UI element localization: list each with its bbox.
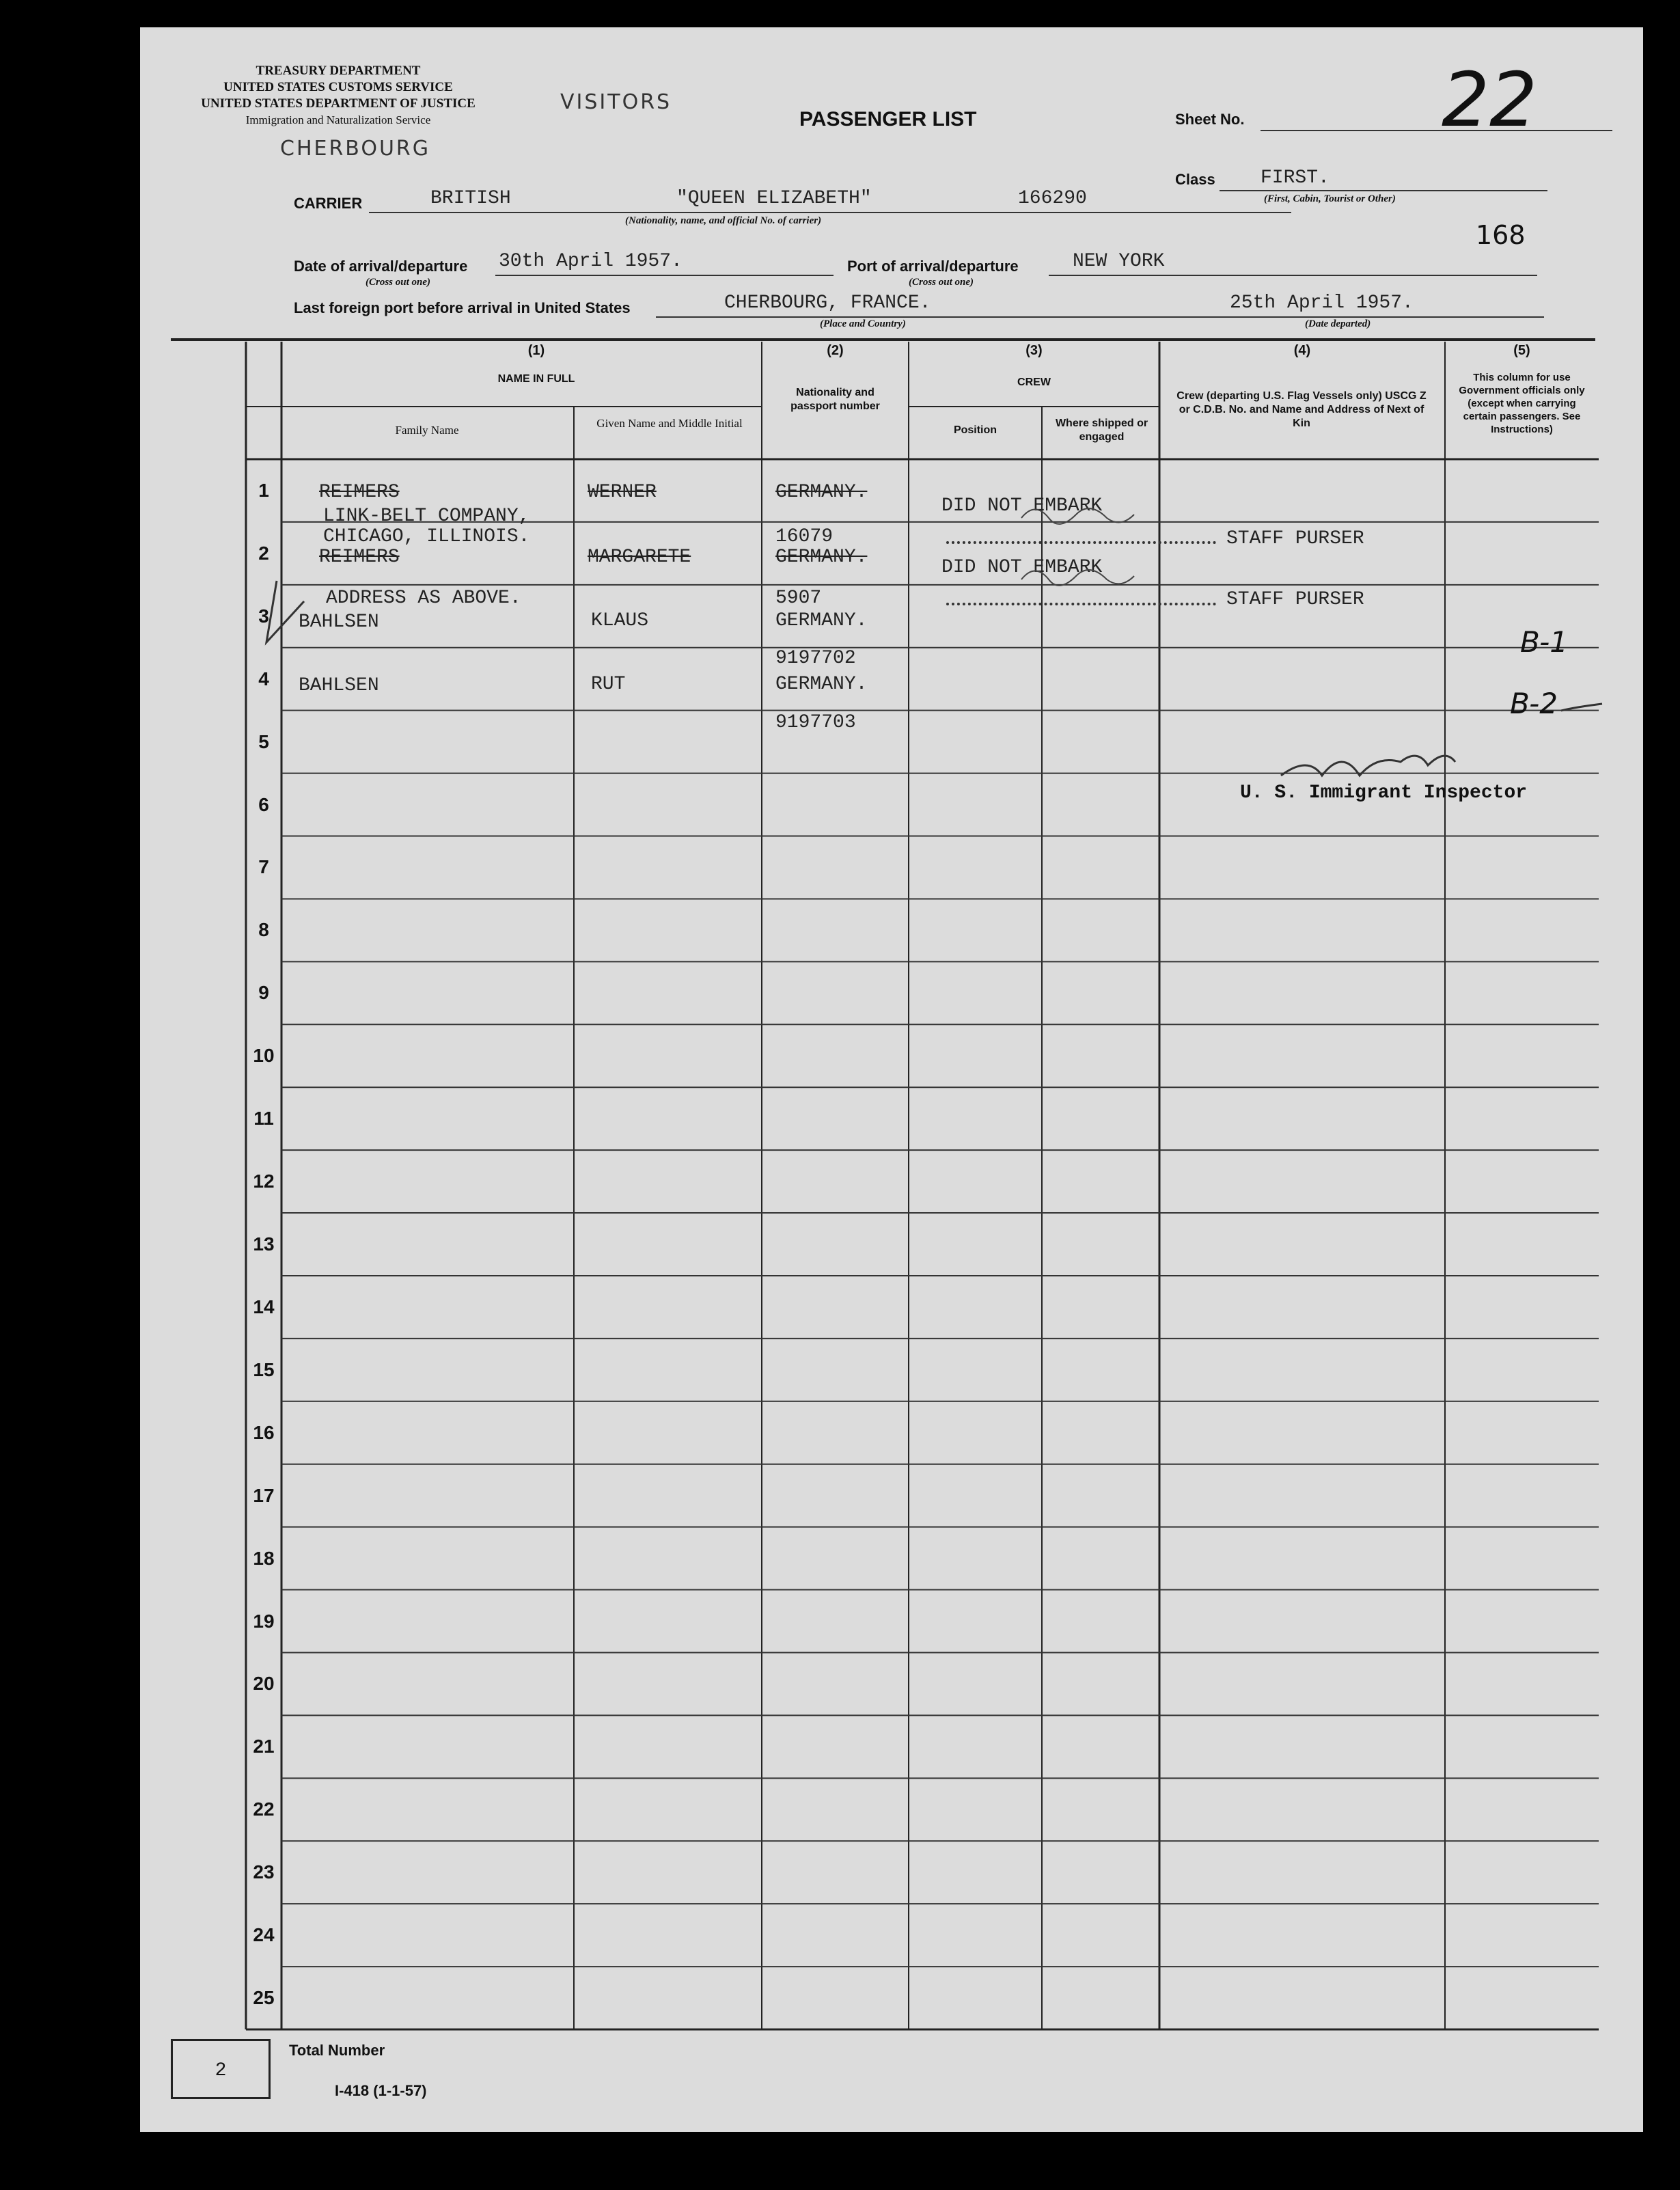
immigrant-inspector-label: U. S. Immigrant Inspector bbox=[1240, 782, 1528, 804]
row1-crew-position: DID NOT EMBARK bbox=[941, 495, 1103, 517]
row-number-4: 4 bbox=[258, 668, 269, 689]
form-title: PASSENGER LIST bbox=[799, 108, 977, 131]
carrier-label: CARRIER bbox=[294, 195, 363, 212]
row4-family-name: BAHLSEN bbox=[299, 675, 379, 696]
port-hint: (Cross out one) bbox=[909, 277, 974, 288]
last-port-value: CHERBOURG, FRANCE. bbox=[724, 292, 931, 314]
row4-passport: 9197703 bbox=[775, 712, 856, 733]
row3-official-entry: B-1 bbox=[1520, 625, 1568, 659]
row3-given-name: KLAUS bbox=[591, 610, 649, 631]
row-number-15: 15 bbox=[253, 1358, 275, 1380]
row-number-9: 9 bbox=[258, 982, 269, 1004]
row-number-6: 6 bbox=[258, 793, 269, 815]
row4-given-name: RUT bbox=[591, 674, 626, 695]
row-number-22: 22 bbox=[253, 1798, 275, 1820]
row-number-1: 1 bbox=[258, 479, 269, 501]
passenger-list-sheet bbox=[140, 27, 1643, 2132]
row-number-11: 11 bbox=[253, 1108, 274, 1130]
row1-crew-note: STAFF PURSER bbox=[1226, 528, 1364, 549]
col1-number: (1) bbox=[527, 343, 545, 358]
row1-address-line2: CHICAGO, ILLINOIS. bbox=[323, 526, 530, 547]
col2-title: Nationality and passport number bbox=[790, 387, 880, 412]
arrival-date-hint: (Cross out one) bbox=[366, 277, 431, 288]
total-number-value: 2 bbox=[215, 2060, 227, 2081]
row-number-23: 23 bbox=[253, 1861, 275, 1883]
col3-title: CREW bbox=[1017, 377, 1051, 388]
sheet-no-label: Sheet No. bbox=[1175, 111, 1245, 128]
row-number-21: 21 bbox=[253, 1736, 275, 1757]
row1-passport: 16079 bbox=[775, 526, 834, 547]
col1-title: NAME IN FULL bbox=[497, 373, 575, 385]
row-number-20: 20 bbox=[253, 1673, 275, 1695]
row-number-14: 14 bbox=[253, 1296, 275, 1317]
arrival-date-label: Date of arrival/departure bbox=[294, 258, 468, 275]
row-number-10: 10 bbox=[253, 1045, 275, 1067]
class-value: FIRST. bbox=[1261, 167, 1330, 189]
col3-number: (3) bbox=[1025, 343, 1043, 358]
row4-official-entry: B-2 bbox=[1510, 687, 1558, 720]
agency-line-justice: UNITED STATES DEPARTMENT OF JUSTICE bbox=[201, 96, 476, 111]
row1-family-name: REIMERS bbox=[319, 482, 400, 503]
row-number-16: 16 bbox=[253, 1421, 275, 1443]
row2-crew-note: STAFF PURSER bbox=[1226, 589, 1364, 610]
agency-line-customs: UNITED STATES CUSTOMS SERVICE bbox=[223, 80, 453, 94]
agency-line-ins: Immigration and Naturalization Service bbox=[245, 113, 431, 126]
row-number-5: 5 bbox=[258, 730, 269, 752]
col5-number: (5) bbox=[1513, 343, 1530, 358]
last-port-label: Last foreign port before arrival in United States bbox=[294, 299, 631, 316]
row4-nationality: GERMANY. bbox=[775, 674, 868, 695]
total-number-label: Total Number bbox=[289, 2042, 385, 2059]
arrival-date-value: 30th April 1957. bbox=[499, 251, 683, 272]
date-departed-hint: (Date departed) bbox=[1305, 318, 1371, 329]
row2-nationality: GERMANY. bbox=[775, 547, 868, 568]
agency-line-treasury: TREASURY DEPARTMENT bbox=[256, 64, 421, 78]
col3-where-header: Where shipped or engaged bbox=[1055, 418, 1148, 443]
handwritten-cherbourg: CHERBOURG bbox=[280, 137, 431, 161]
last-port-hint: (Place and Country) bbox=[820, 318, 906, 329]
row-number-7: 7 bbox=[258, 856, 269, 878]
row1-address-line1: LINK-BELT COMPANY, bbox=[323, 506, 530, 527]
row-number-13: 13 bbox=[253, 1233, 275, 1255]
row1-nationality: GERMANY. bbox=[775, 482, 868, 503]
row-number-25: 25 bbox=[253, 1987, 275, 2009]
row2-family-name: REIMERS bbox=[319, 547, 400, 568]
carrier-name: "QUEEN ELIZABETH" bbox=[676, 188, 872, 209]
row-number-24: 24 bbox=[253, 1924, 275, 1946]
sheet-number: 22 bbox=[1442, 56, 1537, 143]
class-hint: (First, Cabin, Tourist or Other) bbox=[1264, 193, 1396, 204]
total-number-box bbox=[171, 2039, 271, 2099]
port-label: Port of arrival/departure bbox=[847, 258, 1019, 275]
row3-passport: 9197702 bbox=[775, 648, 856, 669]
row1-given-name: WERNER bbox=[588, 482, 657, 503]
row2-crew-position: DID NOT EMBARK bbox=[941, 557, 1103, 578]
carrier-nationality: BRITISH bbox=[430, 188, 511, 209]
date-departed-value: 25th April 1957. bbox=[1230, 292, 1414, 314]
row-number-3: 3 bbox=[258, 605, 269, 627]
col3-position-header: Position bbox=[953, 424, 997, 436]
row3-nationality: GERMANY. bbox=[775, 610, 868, 631]
row2-passport: 5907 bbox=[775, 588, 822, 609]
col2-number: (2) bbox=[827, 343, 844, 358]
row2-given-name: MARGARETE bbox=[588, 547, 691, 568]
row2-address: ADDRESS AS ABOVE. bbox=[326, 588, 521, 609]
row-number-8: 8 bbox=[258, 919, 269, 941]
pen-marks bbox=[140, 27, 1643, 2132]
col1-given-header: Given Name and Middle Initial bbox=[596, 417, 743, 430]
stamp-number: 168 bbox=[1476, 220, 1526, 250]
port-value: NEW YORK bbox=[1073, 251, 1165, 272]
row-number-18: 18 bbox=[253, 1547, 275, 1569]
row3-family-name: BAHLSEN bbox=[299, 612, 379, 633]
handwritten-visitors: VISITORS bbox=[560, 90, 672, 114]
row-number-17: 17 bbox=[253, 1484, 275, 1506]
class-label: Class bbox=[1175, 171, 1215, 188]
col5-title: This column for use Government officials only (except when carrying certain passengers. See Instructions) bbox=[1459, 372, 1585, 435]
carrier-hint: (Nationality, name, and official No. of carrier) bbox=[625, 215, 822, 226]
row-number-12: 12 bbox=[253, 1171, 275, 1192]
col1-family-header: Family Name bbox=[395, 424, 459, 437]
col4-number: (4) bbox=[1293, 343, 1311, 358]
carrier-official-no: 166290 bbox=[1018, 188, 1087, 209]
row-number-2: 2 bbox=[258, 542, 269, 564]
col4-title: Crew (departing U.S. Flag Vessels only) USCG Z or C.D.B. No. and Name and Address of Next of Kin bbox=[1176, 390, 1427, 429]
row-number-19: 19 bbox=[253, 1610, 275, 1632]
form-code: I-418 (1-1-57) bbox=[335, 2082, 427, 2099]
